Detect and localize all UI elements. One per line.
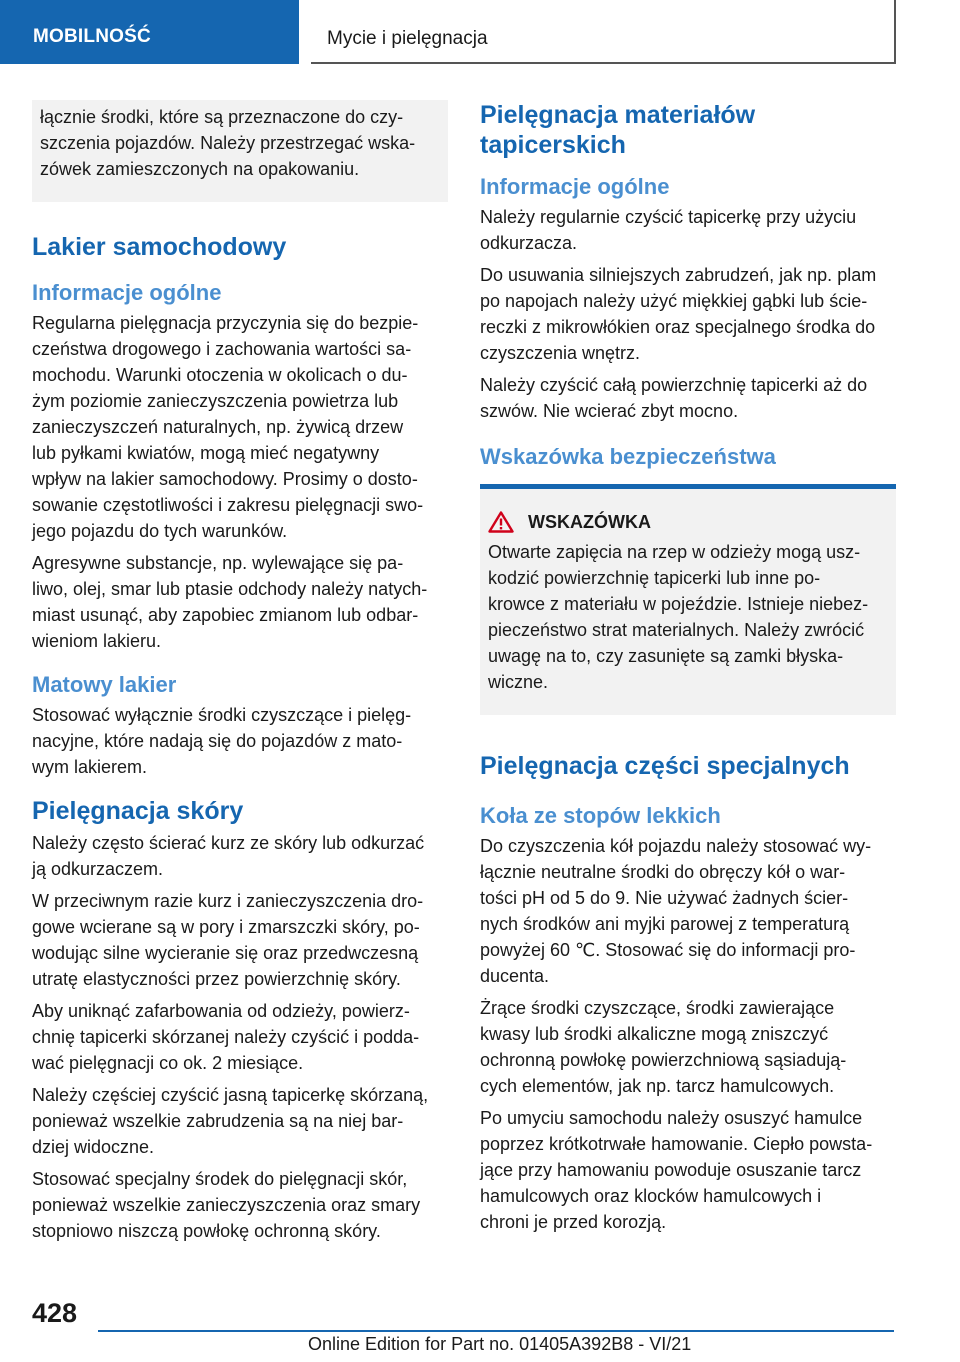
heading-tapicerka: Pielęgnacja materiałów tapicerskich (480, 101, 756, 159)
subheading-matowy: Matowy lakier (32, 672, 177, 697)
section-title: MOBILNOŚĆ (33, 26, 151, 47)
subheading-tapicerka-info: Informacje ogólne (480, 174, 670, 199)
page-number: 428 (32, 1298, 78, 1328)
warning-label: WSKAZÓWKA (528, 511, 651, 532)
warning-triangle-icon (488, 511, 514, 533)
warning-header (488, 511, 888, 533)
heading-skora: Pielęgnacja skóry (32, 797, 244, 825)
chapter-header (311, 0, 896, 64)
footer-edition: Online Edition for Part no. 01405A392B8 - VI/21 (308, 1334, 692, 1354)
paragraph: Do usuwania silniejszych zabrudzeń, jak np. plam po napojach należy użyć miękkiej gąbki lub ście- reczki z mikrowłókien oraz specjalnego środka do czyszczenia wnętrz. (480, 265, 877, 363)
subheading-safety: Wskazówka bezpieczeństwa (480, 444, 776, 469)
warning-text: Otwarte zapięcia na rzep w odzieży mogą usz- kodzić powierzchnię tapicerki lub inne po- krowce z materiału w pojeździe. Istnieje niebez- pieczeństwo strat materialnych. Należy zwrócić uwagę na to, czy zasunięte są zamki błyska- wiczne. (488, 542, 869, 692)
intro-box (32, 100, 448, 202)
paragraph: W przeciwnym razie kurz i zanieczyszczenia dro- gowe wcierane są w pory i zmarszczki skóry, po- wodując silne wycieranie się oraz przedwczesną utratę elastyczności przez powierzchnię skóry. (32, 891, 424, 989)
heading-lakier: Lakier samochodowy (32, 233, 287, 261)
paragraph: Żrące środki czyszczące, środki zawierające kwasy lub środki alkaliczne mogą zniszczyć ochronną powłokę powierzchniową sąsiadują- cych elementów, jak np. tarcz hamulcowych. (480, 998, 847, 1096)
paragraph: Regularna pielęgnacja przyczynia się do bezpie- czeństwa drogowego i zachowania wartości sa- mochodu. Warunki otoczenia w okolicach o du- żym poziomie zanieczyszczenia powietrza lub zanieczyszczeń naturalnych, np. żywicą drzew lub pyłkami kwiatów, mogą mieć negatywny wpływ na lakier samochodowy. Prosimy o dosto- sowanie częstotliwości i zakresu pielęgnacji swo- jego pojazdu do tych warunków. (32, 313, 424, 541)
heading-special-parts: Pielęgnacja części specjalnych (480, 752, 850, 780)
paragraph: Należy regularnie czyścić tapicerkę przy użyciu odkurzacza. (480, 207, 857, 253)
footer-divider (98, 1330, 894, 1332)
left-column (32, 100, 448, 1250)
subheading-lakier-info: Informacje ogólne (32, 280, 222, 305)
right-column (480, 100, 896, 1241)
warning-box (480, 484, 896, 715)
intro-text: łącznie środki, które są przeznaczone do czy- szczenia pojazdów. Należy przestrzegać wska- zówek zamieszczonych na opakowaniu. (40, 107, 416, 179)
paragraph: Należy czyścić całą powierzchnię tapicerki aż do szwów. Nie wcierać zbyt mocno. (480, 375, 868, 421)
subheading-wheels: Koła ze stopów lekkich (480, 803, 721, 828)
paragraph: Stosować specjalny środek do pielęgnacji skór, ponieważ wszelkie zanieczyszczenia oraz smary stopniowo niszczą powłokę ochronną skóry. (32, 1169, 421, 1241)
chapter-title: Mycie i pielęgnacja (327, 28, 488, 49)
paragraph: Agresywne substancje, np. wylewające się pa- liwo, olej, smar lub ptasie odchody należy natych- miast usunąć, aby zapobiec zmianom lub odbar- wieniom lakieru. (32, 553, 428, 651)
section-tab (0, 0, 299, 64)
paragraph: Stosować wyłącznie środki czyszczące i pielęg- nacyjne, które nadają się do pojazdów z mato- wym lakierem. (32, 705, 412, 777)
paragraph: Należy częściej czyścić jasną tapicerkę skórzaną, ponieważ wszelkie zabrudzenia są na niej bar- dziej widoczne. (32, 1085, 429, 1157)
paragraph: Należy często ścierać kurz ze skóry lub odkurzać ją odkurzaczem. (32, 833, 425, 879)
paragraph: Po umyciu samochodu należy osuszyć hamulce poprzez krótkotrwałe hamowanie. Ciepło powsta- jące przy hamowaniu powoduje osuszanie tarcz hamulcowych oraz klocków hamulcowych i chroni je przed korozją. (480, 1108, 873, 1232)
paragraph: Aby uniknąć zafarbowania od odzieży, powierz- chnię tapicerki skórzanej należy czyścić i podda- wać pielęgnacji co ok. 2 miesiące. (32, 1001, 420, 1073)
paragraph: Do czyszczenia kół pojazdu należy stosować wy- łącznie neutralne środki do obręczy kół o war- tości pH od 5 do 9. Nie używać żadnych ścier- nych środków ani myjki parowej z temperaturą powyżej 60 ℃. Stosować się do informacji pro- ducenta. (480, 836, 872, 986)
